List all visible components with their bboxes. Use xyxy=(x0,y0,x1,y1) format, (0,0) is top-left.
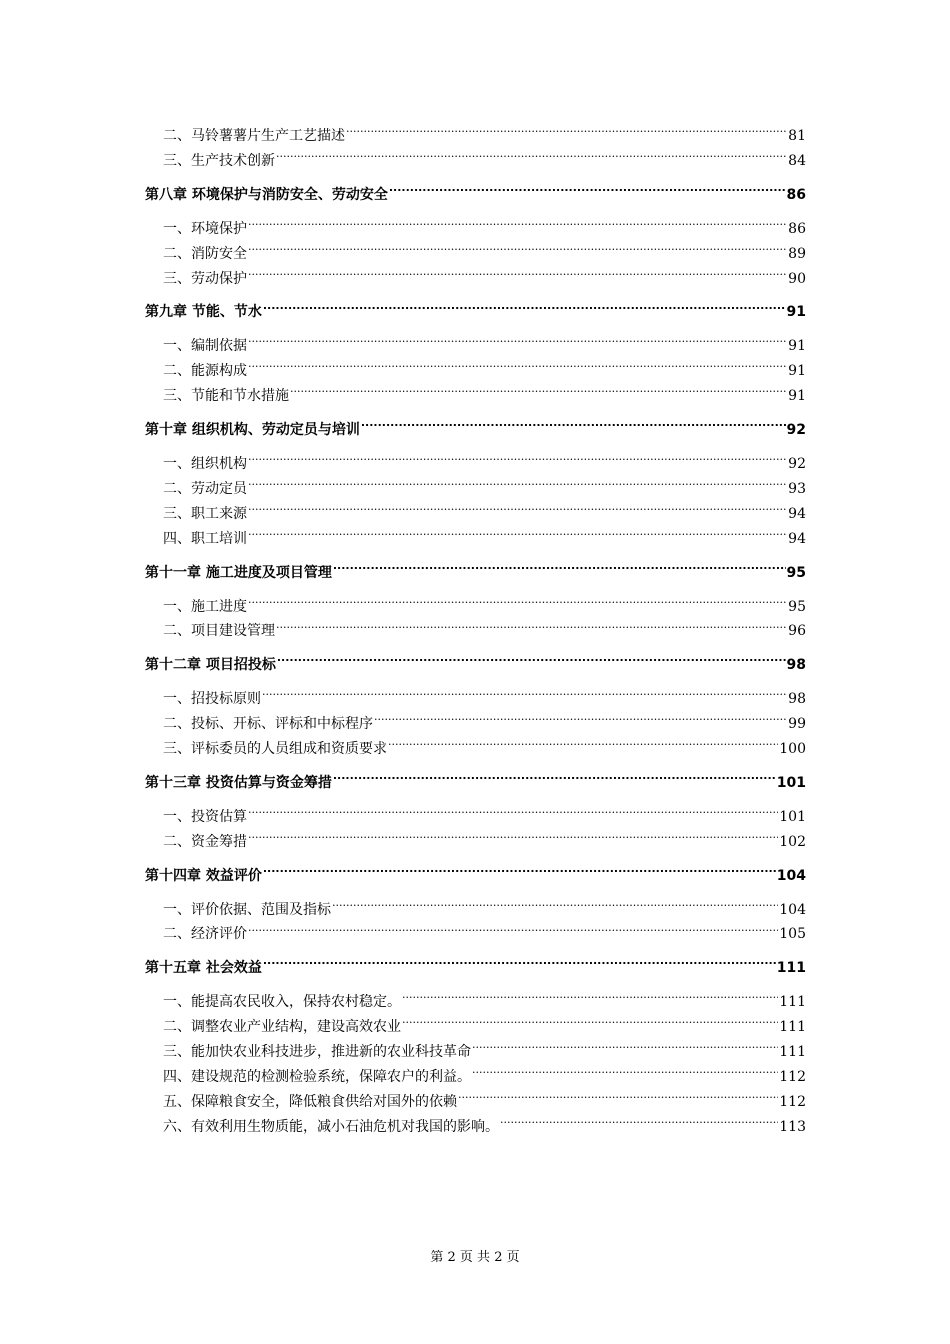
toc-dot-leader xyxy=(458,1092,778,1106)
toc-dot-leader xyxy=(277,655,786,669)
toc-dot-leader xyxy=(472,1067,778,1081)
toc-page-number: 93 xyxy=(788,480,806,497)
page-footer: 第 2 页 共 2 页 xyxy=(430,1250,520,1265)
toc-dot-leader xyxy=(248,361,787,375)
toc-page-number: 90 xyxy=(788,270,806,287)
toc-page-number: 98 xyxy=(788,691,806,708)
toc-entry-title: 六、有效利用生物质能，减小石油危机对我国的影响。 xyxy=(163,1118,499,1135)
toc-page-number: 99 xyxy=(788,716,806,733)
toc-chapter-entry[interactable] xyxy=(145,300,806,325)
toc-entry-title: 二、经济评价 xyxy=(163,926,247,943)
toc-dot-leader xyxy=(248,454,787,468)
toc-entry-title: 三、生产技术创新 xyxy=(163,152,275,169)
toc-entry-title: 二、投标、开标、评标和中标程序 xyxy=(163,716,373,733)
toc-section-entry[interactable] xyxy=(145,922,806,947)
toc-chapter-entry[interactable] xyxy=(145,653,806,678)
toc-section-entry[interactable] xyxy=(145,124,806,149)
toc-entry-title: 四、职工培训 xyxy=(163,530,247,547)
toc-entry-title: 第八章 环境保护与消防安全、劳动安全 xyxy=(145,186,388,203)
toc-section-entry[interactable] xyxy=(145,1065,806,1090)
toc-entry-title: 一、环境保护 xyxy=(163,220,247,237)
toc-page-number: 111 xyxy=(779,1044,806,1061)
toc-chapter-entry[interactable] xyxy=(145,864,806,889)
toc-page-number: 91 xyxy=(788,338,806,355)
toc-section-entry[interactable] xyxy=(145,830,806,855)
toc-dot-leader xyxy=(262,689,787,703)
toc-section-entry[interactable] xyxy=(145,149,806,174)
toc-dot-leader xyxy=(248,269,787,283)
toc-page-number: 89 xyxy=(788,245,806,262)
toc-entry-title: 一、评价依据、范围及指标 xyxy=(163,901,331,918)
toc-page-number: 105 xyxy=(779,926,806,943)
toc-page-number: 101 xyxy=(776,774,806,791)
toc-entry-title: 一、施工进度 xyxy=(163,598,247,615)
toc-chapter-entry[interactable] xyxy=(145,956,806,981)
toc-page-number: 112 xyxy=(779,1069,806,1085)
toc-entry-title: 第十一章 施工进度及项目管理 xyxy=(145,564,332,581)
toc-page-number: 91 xyxy=(786,304,806,321)
toc-page-number: 104 xyxy=(779,901,806,918)
toc-entry-title: 第十二章 项目招投标 xyxy=(145,657,276,674)
toc-entry-title: 二、调整农业产业结构，建设高效农业 xyxy=(163,1019,401,1036)
toc-dot-leader xyxy=(248,479,787,493)
toc-page-number: 102 xyxy=(779,833,806,850)
toc-dot-leader xyxy=(263,958,776,972)
toc-dot-leader xyxy=(389,185,786,199)
toc-page-number: 96 xyxy=(788,623,806,640)
toc-entry-title: 二、劳动定员 xyxy=(163,480,247,497)
toc-entry-title: 二、能源构成 xyxy=(163,363,247,380)
toc-entry-title: 一、编制依据 xyxy=(163,338,247,355)
toc-dot-leader xyxy=(248,924,778,938)
toc-entry-title: 第十四章 效益评价 xyxy=(145,867,262,884)
toc-dot-leader xyxy=(263,866,776,880)
toc-dot-leader xyxy=(276,151,787,165)
toc-chapter-entry[interactable] xyxy=(145,771,806,796)
toc-page-number: 104 xyxy=(776,867,806,884)
toc-page-number: 86 xyxy=(786,186,806,203)
toc-dot-leader xyxy=(290,386,787,400)
toc-page-number: 111 xyxy=(776,960,806,977)
toc-entry-title: 二、消防安全 xyxy=(163,245,247,262)
toc-dot-leader xyxy=(248,597,787,611)
toc-dot-leader xyxy=(374,714,787,728)
toc-entry-title: 一、能提高农民收入，保持农村稳定。 xyxy=(163,994,401,1011)
toc-section-entry[interactable] xyxy=(145,1090,806,1115)
toc-entry-title: 三、劳动保护 xyxy=(163,270,247,287)
toc-section-entry[interactable] xyxy=(145,242,806,267)
toc-page-number: 86 xyxy=(788,220,806,237)
toc-section-entry[interactable] xyxy=(145,217,806,242)
toc-entry-title: 一、招投标原则 xyxy=(163,691,261,708)
toc-dot-leader xyxy=(248,336,787,350)
toc-chapter-entry[interactable] xyxy=(145,561,806,586)
toc-entry-title: 第十五章 社会效益 xyxy=(145,960,262,977)
toc-section-entry[interactable] xyxy=(145,805,806,830)
toc-page-number: 91 xyxy=(788,388,806,405)
toc-entry-title: 三、职工来源 xyxy=(163,505,247,522)
toc-chapter-entry[interactable] xyxy=(145,418,806,443)
toc-dot-leader xyxy=(332,900,778,914)
toc-page-number: 101 xyxy=(779,808,806,825)
toc-entry-title: 三、评标委员的人员组成和资质要求 xyxy=(163,741,387,758)
toc-page-number: 92 xyxy=(786,422,806,439)
toc-dot-leader xyxy=(333,563,786,577)
toc-page-number: 92 xyxy=(788,455,806,472)
toc-page-number: 94 xyxy=(788,530,806,547)
toc-dot-leader xyxy=(248,807,778,821)
toc-page-number: 95 xyxy=(788,598,806,615)
toc-dot-leader xyxy=(346,126,787,140)
toc-entry-title: 二、资金筹措 xyxy=(163,833,247,850)
toc-page-number: 111 xyxy=(779,1019,806,1036)
toc-dot-leader xyxy=(402,1017,778,1031)
toc-entry-title: 第十三章 投资估算与资金筹措 xyxy=(145,774,332,791)
toc-section-entry[interactable] xyxy=(145,898,806,923)
toc-section-entry[interactable] xyxy=(145,1040,806,1065)
toc-dot-leader xyxy=(500,1117,778,1131)
toc-section-entry[interactable] xyxy=(145,502,806,527)
toc-page-number: 98 xyxy=(786,657,806,674)
toc-entry-title: 一、投资估算 xyxy=(163,808,247,825)
toc-section-entry[interactable] xyxy=(145,619,806,644)
toc-section-entry[interactable] xyxy=(145,990,806,1015)
toc-entry-title: 五、保障粮食安全，降低粮食供给对国外的依赖 xyxy=(163,1093,457,1110)
toc-dot-leader xyxy=(263,302,786,316)
toc-section-entry[interactable] xyxy=(145,712,806,737)
table-of-contents xyxy=(145,124,806,1140)
toc-section-entry[interactable] xyxy=(145,527,806,552)
toc-section-entry[interactable] xyxy=(145,384,806,409)
toc-dot-leader xyxy=(248,832,778,846)
toc-entry-title: 三、节能和节水措施 xyxy=(163,388,289,405)
toc-dot-leader xyxy=(402,992,778,1006)
toc-page-number: 84 xyxy=(788,152,806,169)
toc-section-entry[interactable] xyxy=(145,1115,806,1140)
toc-page-number: 100 xyxy=(779,741,806,758)
toc-entry-title: 四、建设规范的检测检验系统，保障农户的利益。 xyxy=(163,1069,471,1085)
toc-section-entry[interactable] xyxy=(145,452,806,477)
toc-page-number: 91 xyxy=(788,363,806,380)
toc-section-entry[interactable] xyxy=(145,1015,806,1040)
toc-entry-title: 一、组织机构 xyxy=(163,455,247,472)
toc-dot-leader xyxy=(248,244,787,258)
toc-entry-title: 二、项目建设管理 xyxy=(163,623,275,640)
toc-entry-title: 二、马铃薯薯片生产工艺描述 xyxy=(163,128,345,144)
toc-dot-leader xyxy=(248,529,787,543)
toc-section-entry[interactable] xyxy=(145,477,806,502)
toc-page-number: 111 xyxy=(779,994,806,1011)
toc-entry-title: 第九章 节能、节水 xyxy=(145,304,262,321)
toc-section-entry[interactable] xyxy=(145,595,806,620)
toc-entry-title: 三、能加快农业科技进步，推进新的农业科技革命 xyxy=(163,1044,471,1061)
toc-section-entry[interactable] xyxy=(145,334,806,359)
toc-dot-leader xyxy=(333,773,776,787)
toc-section-entry[interactable] xyxy=(145,737,806,762)
toc-page-number: 112 xyxy=(779,1093,806,1110)
toc-section-entry[interactable] xyxy=(145,359,806,384)
toc-dot-leader xyxy=(361,420,786,434)
toc-page-number: 94 xyxy=(788,505,806,522)
toc-dot-leader xyxy=(388,739,778,753)
toc-section-entry[interactable] xyxy=(145,687,806,712)
toc-page-number: 113 xyxy=(779,1118,806,1135)
toc-dot-leader xyxy=(248,504,787,518)
toc-dot-leader xyxy=(276,621,787,635)
toc-section-entry[interactable] xyxy=(145,267,806,292)
toc-page-number: 81 xyxy=(788,128,806,144)
toc-entry-title: 第十章 组织机构、劳动定员与培训 xyxy=(145,422,360,439)
toc-dot-leader xyxy=(248,219,787,233)
toc-dot-leader xyxy=(472,1042,778,1056)
toc-chapter-entry[interactable] xyxy=(145,183,806,208)
toc-page-number: 95 xyxy=(786,564,806,581)
